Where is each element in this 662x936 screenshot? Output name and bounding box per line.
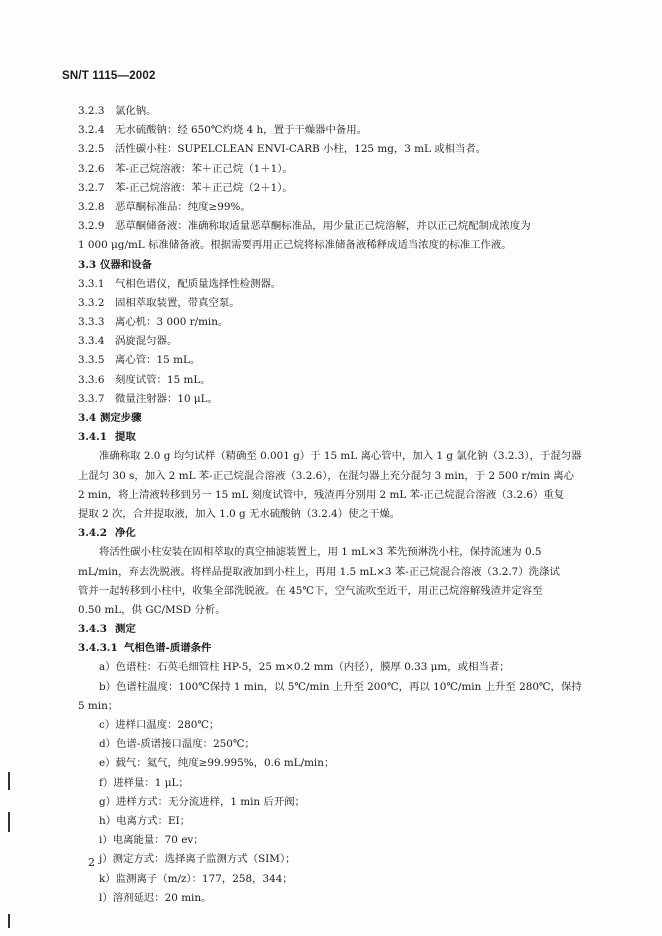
section-number: 3.4 [78,412,97,424]
clause-number: 3.2.4 [78,124,105,137]
clause-text: 苯-正己烷溶液：苯＋正己烷（1＋1）。 [115,162,293,175]
clause-3-3-2 [78,294,618,313]
condition-item-h: h）电离方式：EI； [99,814,191,827]
subsection-number: 3.4.3.1 [78,642,118,655]
clause-text: 恶草酮储备液：准确称取适量恶草酮标准品，用少量正己烷溶解，并以正己烷配制成浓度为 [115,220,531,233]
clause-3-3-6 [78,371,618,390]
clause-3-3-7 [78,390,618,409]
clause-number: 3.2.7 [78,181,105,194]
subsection-number: 3.4.1 [78,431,107,444]
section-3-4-heading [78,409,618,428]
clause-text: 涡旋混匀器。 [115,335,178,348]
clause-number: 3.3.1 [78,277,105,290]
clause-3-3-1 [78,275,618,294]
clause-text: 苯-正己烷溶液：苯＋正己烷（2＋1）。 [115,181,293,194]
section-title: 仪器和设备 [100,258,152,271]
condition-item-c: c）进样口温度：280℃； [99,719,220,731]
clause-3-2-9 [78,217,618,236]
subsection-3-4-1-heading [78,428,618,447]
clause-number: 3.3.3 [78,316,105,329]
subsection-number: 3.4.2 [78,527,107,540]
section-3-3-heading [78,256,618,275]
clause-text: 微量注射器：10 μL。 [115,392,218,405]
document-body [78,102,618,908]
paragraph-line: 管并一起转移到小柱中，收集全部洗脱液。在 45℃下，空气流吹至近干，用正己烷溶解残渣并定容至 [78,584,543,597]
subsection-number: 3.4.3 [78,623,107,636]
condition-item-j: j）测定方式：选择离子监测方式（SIM）； [99,853,296,866]
paragraph-line: 2 min，将上清液转移到另一 15 mL 刻度试管中，残渣再分别用 2 mL 苯-正己烷混合溶液（3.2.6）重复 [78,488,565,501]
clause-text: 无水硫酸钠：经 650℃灼烧 4 h，置于干燥器中备用。 [115,124,368,137]
clause-text: 刻度试管：15 mL。 [115,373,211,386]
scan-mark [8,914,10,928]
clause-number: 3.3.4 [78,335,105,348]
clause-number: 3.3.5 [78,354,105,367]
condition-item-k: k）监测离子（m/z）：177，258，344； [99,872,293,885]
clause-number: 3.3.7 [78,392,105,405]
clause-text: 固相萃取装置，带真空泵。 [115,296,240,309]
clause-3-2-3 [78,102,618,121]
clause-3-3-5 [78,351,618,370]
clause-number: 3.2.3 [78,105,105,117]
scan-mark [8,812,10,832]
clause-3-2-9-continued: 1 000 μg/mL 标准储备液。根据需要再用正己烷将标准储备液稀释成适当浓度的标准工作液。 [78,239,512,252]
clause-3-2-7 [78,179,618,198]
condition-item-g: g）进样方式：无分流进样，1 min 后开阀； [99,795,305,808]
clause-number: 3.2.9 [78,220,105,233]
condition-item-f: f）进样量：1 μL； [99,776,189,789]
clause-text: 氯化钠。 [115,105,157,117]
section-number: 3.3 [78,258,97,271]
paragraph-line: 将活性碳小柱安装在固相萃取的真空抽滤装置上，用 1 mL×3 苯先预淋洗小柱，保持流速为 0.5 [99,546,542,559]
condition-item-a: a）色谱柱：石英毛细管柱 HP-5，25 m×0.2 mm（内径），膜厚 0.33 μm，或相当者； [99,661,510,674]
paragraph-line: mL/min，弃去洗脱液。将样品提取液加到小柱上，再用 1.5 mL×3 苯-正己烷混合溶液（3.2.7）洗涤试 [78,565,560,578]
clause-3-2-5 [78,140,618,159]
condition-item-l: l）溶剂延迟：20 min。 [99,891,212,904]
clause-3-2-8 [78,198,618,217]
clause-text: 离心机：3 000 r/min。 [115,316,229,329]
clause-number: 3.3.6 [78,373,105,386]
clause-3-3-3 [78,313,618,332]
subsection-title: 测定 [115,623,136,636]
clause-number: 3.2.5 [78,143,105,156]
clause-text: 恶草酮标准品：纯度≥99%。 [115,200,251,213]
clause-3-2-6 [78,160,618,179]
clause-text: 气相色谱仪，配质量选择性检测器。 [115,277,282,290]
condition-item-i: i）电离能量：70 ev； [99,834,204,847]
clause-number: 3.2.6 [78,162,105,175]
subsection-3-4-3-heading [78,620,618,639]
clause-3-3-4 [78,332,618,351]
clause-number: 3.2.8 [78,200,105,213]
subsection-title: 净化 [115,527,136,540]
subsection-title: 提取 [115,431,136,444]
section-title: 测定步骤 [100,412,142,424]
standard-header: SN/T 1115—2002 [62,70,156,82]
condition-item-b: b）色谱柱温度：100℃保持 1 min，以 5℃/min 上升至 200℃，再以 10℃/min 上升至 280℃，保持 [99,680,582,693]
clause-3-2-4 [78,121,618,140]
paragraph-line: 0.50 mL，供 GC/MSD 分析。 [78,603,226,616]
clause-text: 离心管：15 mL。 [115,354,201,367]
paragraph-line: 准确称取 2.0 g 均匀试样（精确至 0.001 g）于 15 mL 离心管中，加入 1 g 氯化钠（3.2.3），于混匀器 [99,450,582,463]
clause-number: 3.3.2 [78,296,105,309]
condition-item-b-continued: 5 min； [78,699,119,712]
page-number: 2 [88,856,95,869]
subsection-3-4-3-1-heading [78,639,618,658]
clause-text: 活性碳小柱：SUPELCLEAN ENVI-CARB 小柱，125 mg，3 mL 或相当者。 [115,143,487,156]
subsection-title: 气相色谱-质谱条件 [124,642,212,655]
condition-item-e: e）载气：氦气，纯度≥99.995%，0.6 mL/min； [99,757,335,770]
subsection-3-4-2-heading [78,524,618,543]
paragraph-line: 提取 2 次，合并提取液，加入 1.0 g 无水硫酸钠（3.2.4）使之干燥。 [78,507,401,520]
scan-mark [8,772,10,790]
paragraph-line: 上混匀 30 s，加入 2 mL 苯-正己烷混合溶液（3.2.6），在混匀器上充分混匀 3 min，于 2 500 r/min 离心 [78,469,574,482]
condition-item-d: d）色谱-质谱接口温度：250℃； [99,738,255,751]
